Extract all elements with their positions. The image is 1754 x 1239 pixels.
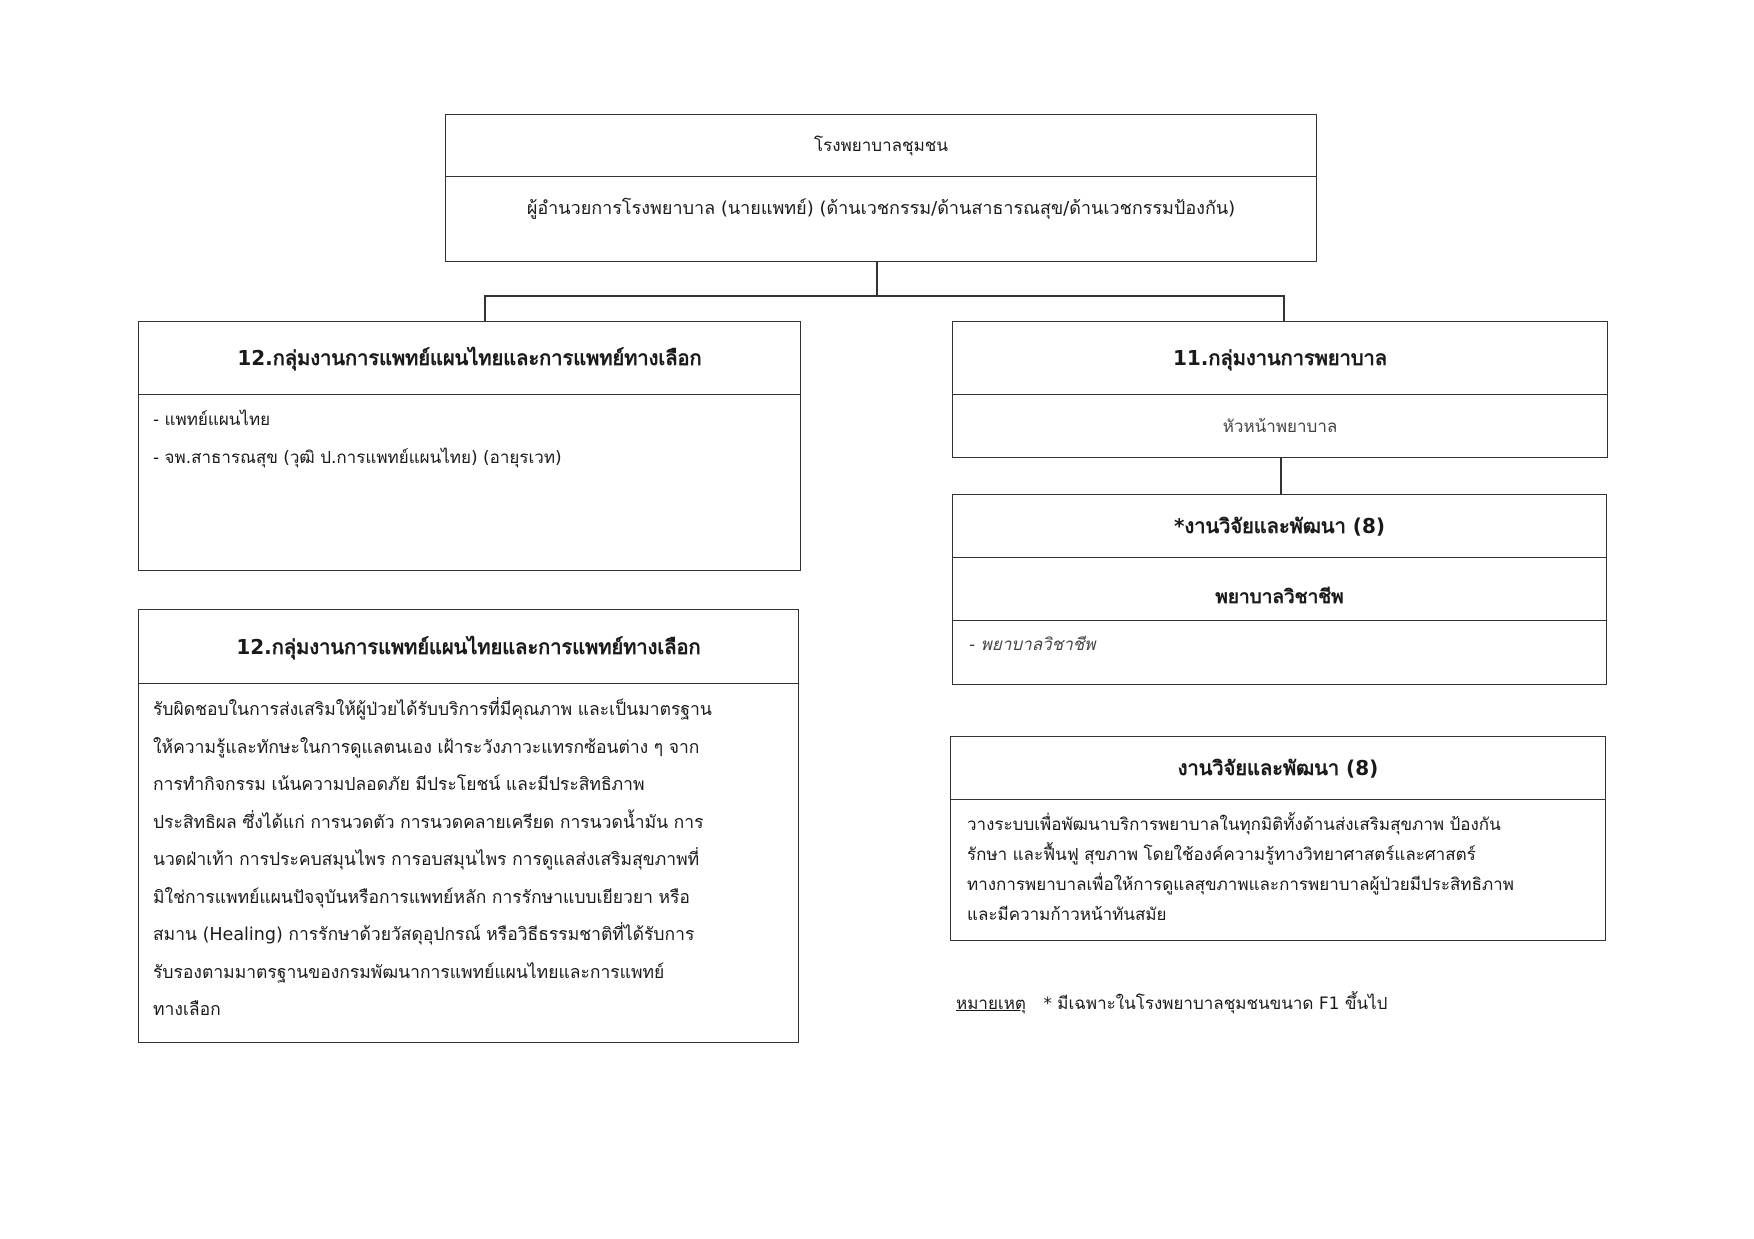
research-staff-item: - พยาบาลวิชาชีพ [969,635,1096,655]
description-line: มิใช่การแพทย์แผนปัจจุบันหรือการแพทย์หลัก การรักษาแบบเยียวยา หรือ [153,887,690,908]
hospital-box [445,114,1317,262]
research-duty-description [951,800,1605,940]
description-line: รับผิดชอบในการส่งเสริมให้ผู้ป่วยได้รับบริการที่มีคุณภาพ และเป็นมาตรฐาน [153,700,712,720]
connector-left-drop [484,295,486,322]
description-line: การทำกิจกรรม เน้นความปลอดภัย มีประโยชน์ และมีประสิทธิภาพ [153,775,645,795]
description-line: ประสิทธิผล ซึ่งได้แก่ การนวดตัว การนวดคลายเครียด การนวดน้ำมัน การ [153,812,704,833]
hospital-name: โรงพยาบาลชุมชน [446,115,1316,177]
thai-medicine-staff-list [139,395,800,570]
research-duty-title: งานวิจัยและพัฒนา (8) [951,737,1605,800]
nursing-group-box [952,321,1608,458]
director-title: ผู้อำนวยการโรงพยาบาล (นายแพทย์) (ด้านเวชกรรม/ด้านสาธารณสุข/ด้านเวชกรรมป้องกัน) [526,198,1236,219]
description-line: สมาน (Healing) การรักษาด้วยวัสดุอุปกรณ์ หรือวิธีธรรมชาติที่ได้รับการ [153,925,695,945]
connector-horizontal [484,295,1284,297]
thai-medicine-duty-title: 12.กลุ่มงานการแพทย์แผนไทยและการแพทย์ทางเลือก [139,610,798,684]
nursing-group-title: 11.กลุ่มงานการพยาบาล [953,322,1607,395]
description-line: และมีความก้าวหน้าทันสมัย [967,905,1167,925]
connector-right-drop [1283,295,1285,322]
description-line: ทางการพยาบาลเพื่อให้การดูแลสุขภาพและการพยาบาลผู้ป่วยมีประสิทธิภาพ [967,875,1514,895]
research-staff-title: *งานวิจัยและพัฒนา (8) [953,495,1606,558]
connector-top-vertical [876,262,878,296]
research-staff-position: พยาบาลวิชาชีพ [953,558,1606,621]
connector-nursing-research [1280,458,1282,495]
description-line: วางระบบเพื่อพัฒนาบริการพยาบาลในทุกมิติทั้งด้านส่งเสริมสุขภาพ ป้องกัน [967,815,1501,835]
research-staff-box [952,494,1607,685]
description-line: รักษา และฟื้นฟู สุขภาพ โดยใช้องค์ความรู้ทางวิทยาศาสตร์และศาสตร์ [967,845,1476,865]
description-line: ให้ความรู้และทักษะในการดูแลตนเอง เฝ้าระวังภาวะแทรกซ้อนต่าง ๆ จาก [153,737,700,758]
thai-medicine-duty-description [139,684,798,1038]
footnote [956,990,1387,1017]
thai-medicine-duty-box [138,609,799,1043]
research-duty-box [950,736,1606,941]
description-line: นวดฝ่าเท้า การประคบสมุนไพร การอบสมุนไพร การดูแลส่งเสริมสุขภาพที่ [153,850,700,870]
footnote-label: หมายเหตุ [956,994,1026,1014]
list-item: - แพทย์แผนไทย [153,410,271,430]
list-item: - จพ.สาธารณสุข (วุฒิ ป.การแพทย์แผนไทย) (อายุรเวท) [153,448,562,468]
description-line: ทางเลือก [153,1000,221,1020]
thai-medicine-title: 12.กลุ่มงานการแพทย์แผนไทยและการแพทย์ทางเลือก [139,322,800,395]
description-line: รับรองตามมาตรฐานของกรมพัฒนาการแพทย์แผนไทยและการแพทย์ [153,962,665,983]
head-nurse: หัวหน้าพยาบาล [1222,416,1338,437]
footnote-text: * มีเฉพาะในโรงพยาบาลชุมชนขนาด F1 ขึ้นไป [1043,994,1388,1014]
thai-medicine-staff-box [138,321,801,571]
